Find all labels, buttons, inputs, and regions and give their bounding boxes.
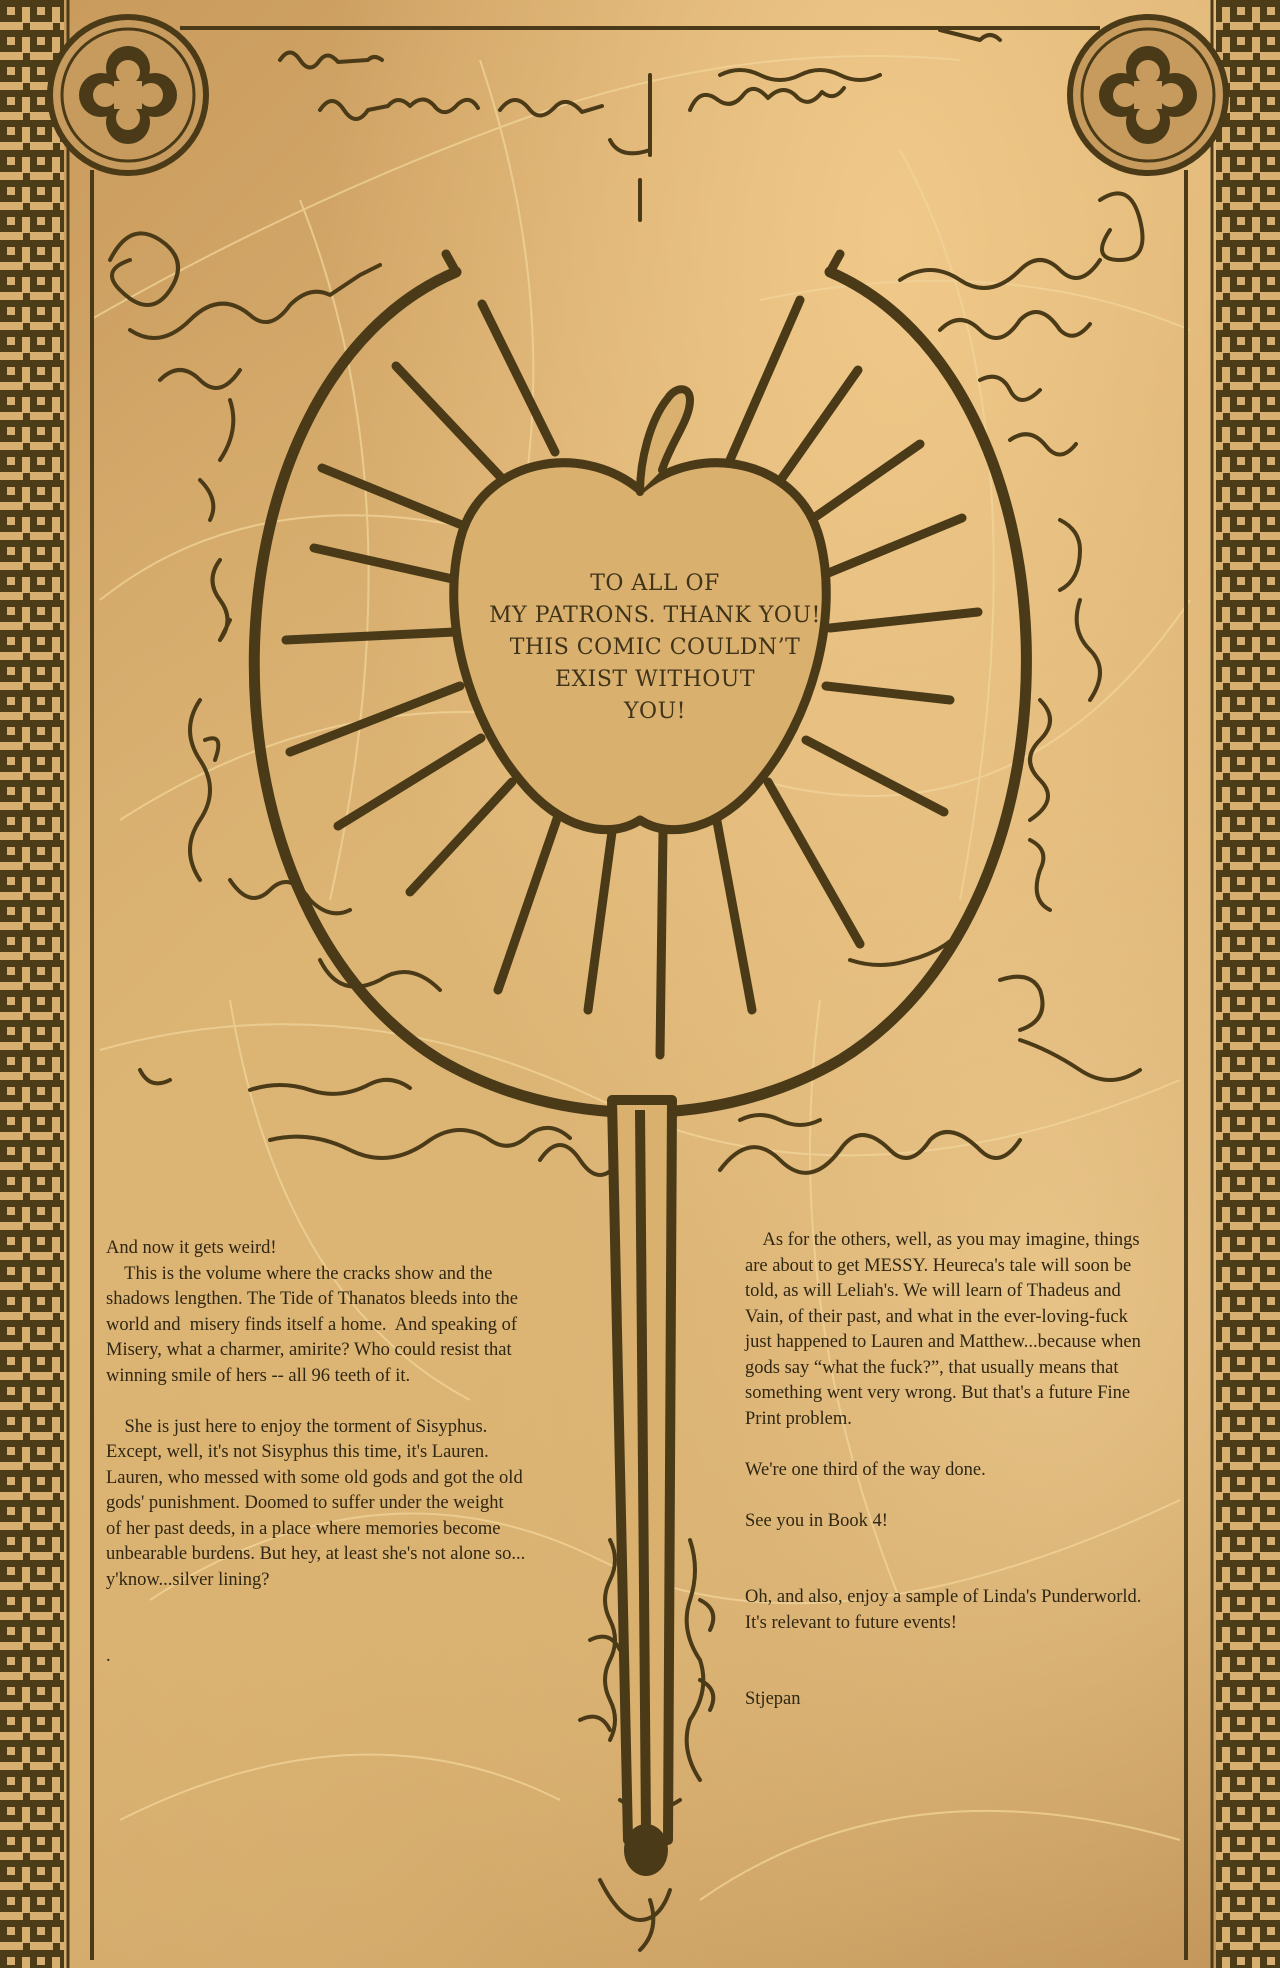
text-line: Print problem. [745, 1408, 852, 1429]
message-line: MY PATRONS. THANK YOU! [489, 603, 821, 628]
text-line: It's relevant to future events! [745, 1612, 957, 1633]
text-line: world and misery finds itself a home. And speaking of [106, 1314, 518, 1335]
text-line: gods' punishment. Doomed to suffer under the weight [106, 1493, 504, 1513]
text-line: just happened to Lauren and Matthew...because when [745, 1332, 1141, 1352]
text-line: See you in Book 4! [745, 1510, 888, 1531]
text-line: As for the others, well, as you may imagine, things [745, 1230, 1140, 1250]
message-line: TO ALL OF [590, 571, 720, 596]
text-line: . [106, 1646, 111, 1666]
signature-name: Stjepan [745, 1689, 801, 1709]
patron-thank-you-message [455, 568, 855, 728]
text-line: Oh, and also, enjoy a sample of Linda's Punderworld. [745, 1587, 1142, 1607]
text-line: Lauren, who messed with some old gods and got the old [106, 1467, 523, 1488]
text-line: Except, well, it's not Sisyphus this time, it's Lauren. [106, 1442, 489, 1462]
message-line: EXIST WITHOUT [554, 667, 756, 692]
text-line: winning smile of hers -- all 96 teeth of it. [106, 1365, 411, 1386]
text-line: y'know...silver lining? [106, 1569, 270, 1590]
text-line: Misery, what a charmer, amirite? Who could resist that [106, 1340, 512, 1360]
text-line: told, as will Leliah's. We will learn of Thadeus and [745, 1281, 1121, 1301]
right-text-column [745, 1228, 1205, 1713]
quatrefoil-icon [1070, 17, 1226, 173]
message-line: YOU! [624, 699, 686, 724]
text-line: of her past deeds, in a place where memories become [106, 1518, 501, 1539]
text-line: unbearable burdens. But hey, at least she's not alone so... [106, 1544, 526, 1564]
text-line: She is just here to enjoy the torment of Sisyphus. [106, 1416, 488, 1437]
text-line: Vain, of their past, and what in the ever-loving-fuck [745, 1306, 1128, 1327]
message-line: THIS COMIC COULDN’T [509, 635, 801, 660]
left-text-column [106, 1236, 566, 1670]
text-line: gods say “what the fuck?”, that usually means that [745, 1357, 1119, 1378]
text-line: We're one third of the way done. [745, 1459, 986, 1480]
text-line: This is the volume where the cracks show and the [106, 1263, 493, 1284]
text-line: are about to get MESSY. Heureca's tale will soon be [745, 1255, 1132, 1276]
text-line: shadows lengthen. The Tide of Thanatos bleeds into the [106, 1289, 518, 1309]
text-line: And now it gets weird! [106, 1238, 277, 1258]
text-line: something went very wrong. But that's a future Fine [745, 1383, 1131, 1403]
quatrefoil-icon [50, 17, 206, 173]
medallion-handle [612, 1100, 672, 1876]
